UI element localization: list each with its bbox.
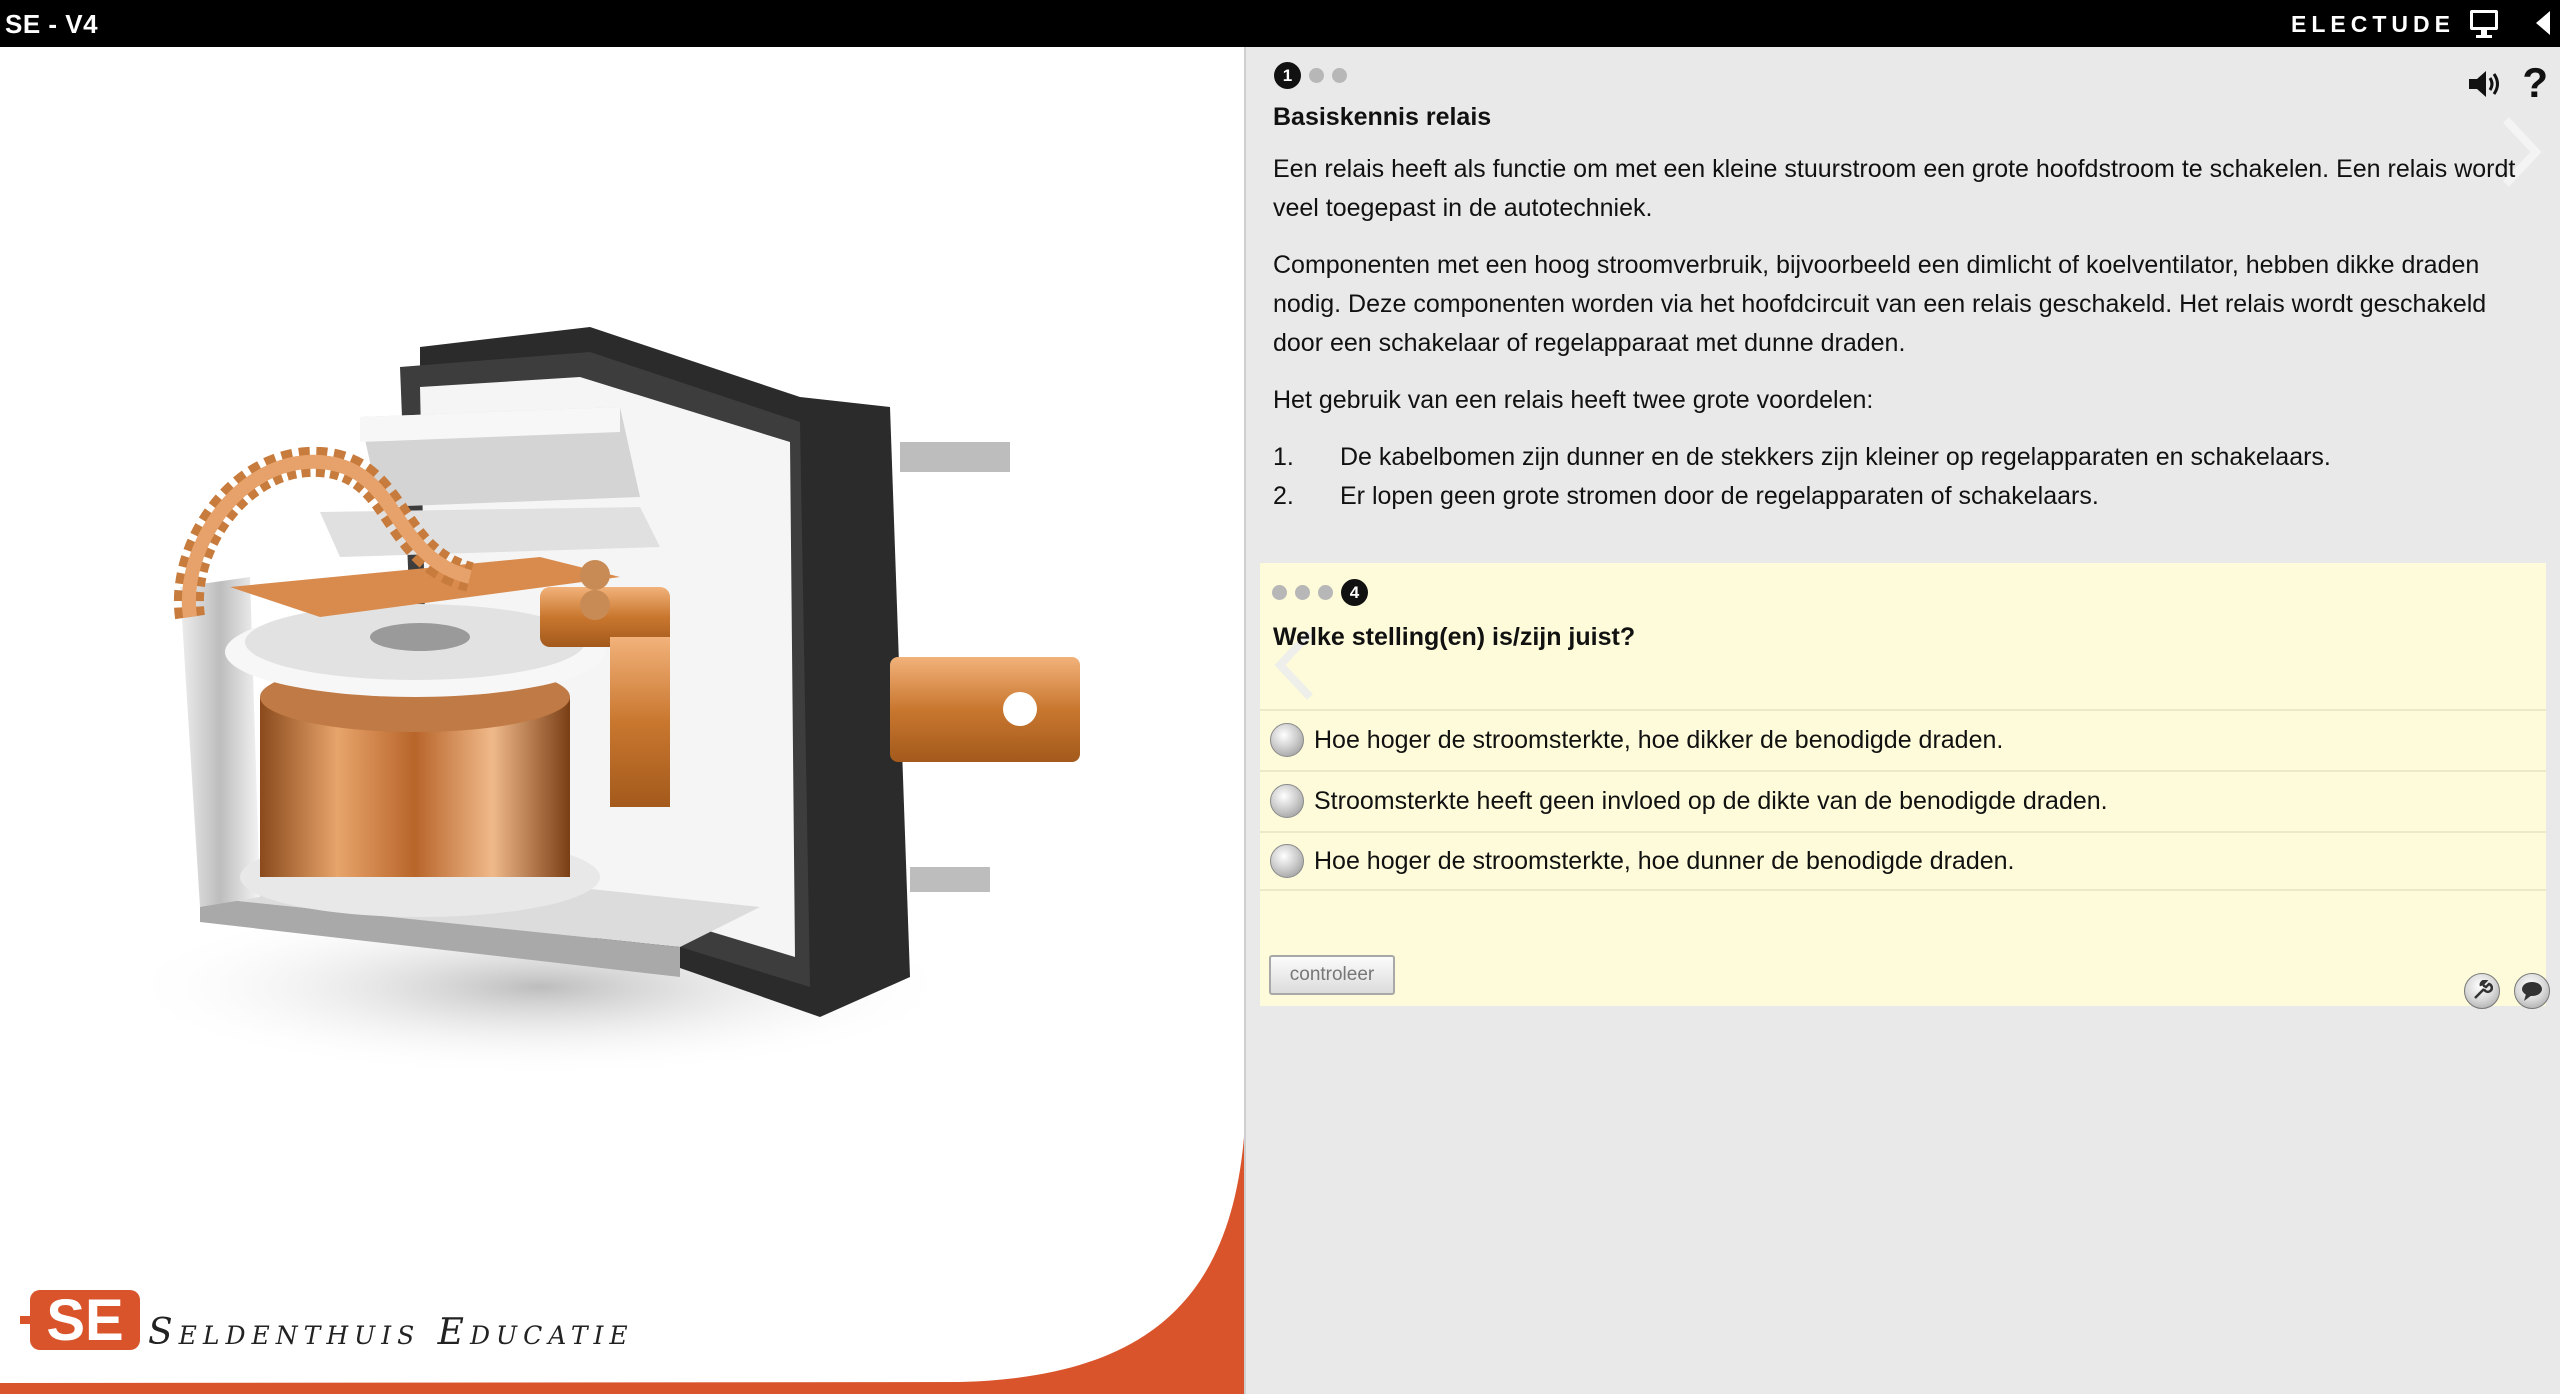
quiz-dot[interactable] xyxy=(1272,585,1287,600)
quiz-dot-active[interactable]: 4 xyxy=(1341,579,1368,606)
brand-name: ELECTUDE xyxy=(2291,11,2455,37)
quiz-question: Welke stelling(en) is/zijn juist? xyxy=(1273,623,1636,651)
quiz-page-indicator xyxy=(1272,579,1368,606)
list-text: Er lopen geen grote stromen door de regelapparaten of schakelaars. xyxy=(1340,482,2099,510)
back-arrow-icon[interactable] xyxy=(2532,9,2554,37)
page-indicator xyxy=(1274,62,1347,89)
paragraph: Een relais heeft als functie om met een kleine stuurstroom een grote hoofdstroom te schakelen. Een relais wordt veel toegepast in de autotechniek. xyxy=(1273,155,2516,222)
app-title: SE - V4 xyxy=(5,9,99,39)
page-dot[interactable] xyxy=(1332,68,1347,83)
list-item xyxy=(1273,477,2543,516)
list-text: De kabelbomen zijn dunner en de stekkers zijn kleiner op regelapparaten en schakelaars. xyxy=(1340,443,2331,471)
speaker-icon[interactable] xyxy=(2466,67,2502,101)
radio-button[interactable] xyxy=(1270,784,1304,818)
lesson-content xyxy=(1273,103,2543,516)
option-label[interactable]: Hoe hoger de stroomsterkte, hoe dunner de benodigde draden. xyxy=(1314,846,2015,875)
paragraph: Componenten met een hoog stroomverbruik, bijvoorbeeld een dimlicht of koelventilator, hebben dikke draden nodig. Deze componenten worden via het hoofdcircuit van een relais geschakeld. Het relais wordt geschakeld door een schakelaar of regelapparaat met dunne draden. xyxy=(1273,251,2487,357)
illustration-panel xyxy=(0,47,1244,1394)
page-dot-active[interactable]: 1 xyxy=(1274,62,1301,89)
logo-mark-text: SE xyxy=(46,1288,124,1353)
list-number: 1. xyxy=(1273,443,1294,471)
top-bar xyxy=(0,0,2560,47)
option-label[interactable]: Stroomsterkte heeft geen invloed op de dikte van de benodigde draden. xyxy=(1314,786,2108,815)
lesson-heading: Basiskennis relais xyxy=(1273,103,1492,131)
quiz-dot[interactable] xyxy=(1295,585,1310,600)
wrench-tool-icon[interactable] xyxy=(2464,973,2500,1009)
option-label[interactable]: Hoe hoger de stroomsterkte, hoe dikker de benodigde draden. xyxy=(1314,725,2004,754)
se-logo-mark xyxy=(20,1280,150,1360)
quiz-option[interactable] xyxy=(1260,770,2546,830)
help-icon[interactable]: ? xyxy=(2522,59,2548,106)
tool-buttons xyxy=(2464,973,2550,1009)
quiz-option[interactable] xyxy=(1260,709,2546,769)
quiz-panel xyxy=(1260,563,2546,1006)
monitor-icon[interactable] xyxy=(2468,7,2500,39)
radio-button[interactable] xyxy=(1270,844,1304,878)
paragraph: Het gebruik van een relais heeft twee grote voordelen: xyxy=(1273,386,1874,414)
quiz-option[interactable] xyxy=(1260,831,2546,891)
lesson-panel xyxy=(1246,47,2560,1394)
relay-cutaway-illustration xyxy=(120,257,1120,1157)
radio-button[interactable] xyxy=(1270,723,1304,757)
list-item xyxy=(1273,438,2543,477)
quiz-dot[interactable] xyxy=(1318,585,1333,600)
check-button[interactable]: controleer xyxy=(1269,955,1395,995)
page-dot[interactable] xyxy=(1309,68,1324,83)
logo-text: Seldenthuis Educatie xyxy=(148,1312,634,1353)
advantages-list xyxy=(1273,438,2543,516)
list-number: 2. xyxy=(1273,482,1294,510)
speech-bubble-icon[interactable] xyxy=(2514,973,2550,1009)
